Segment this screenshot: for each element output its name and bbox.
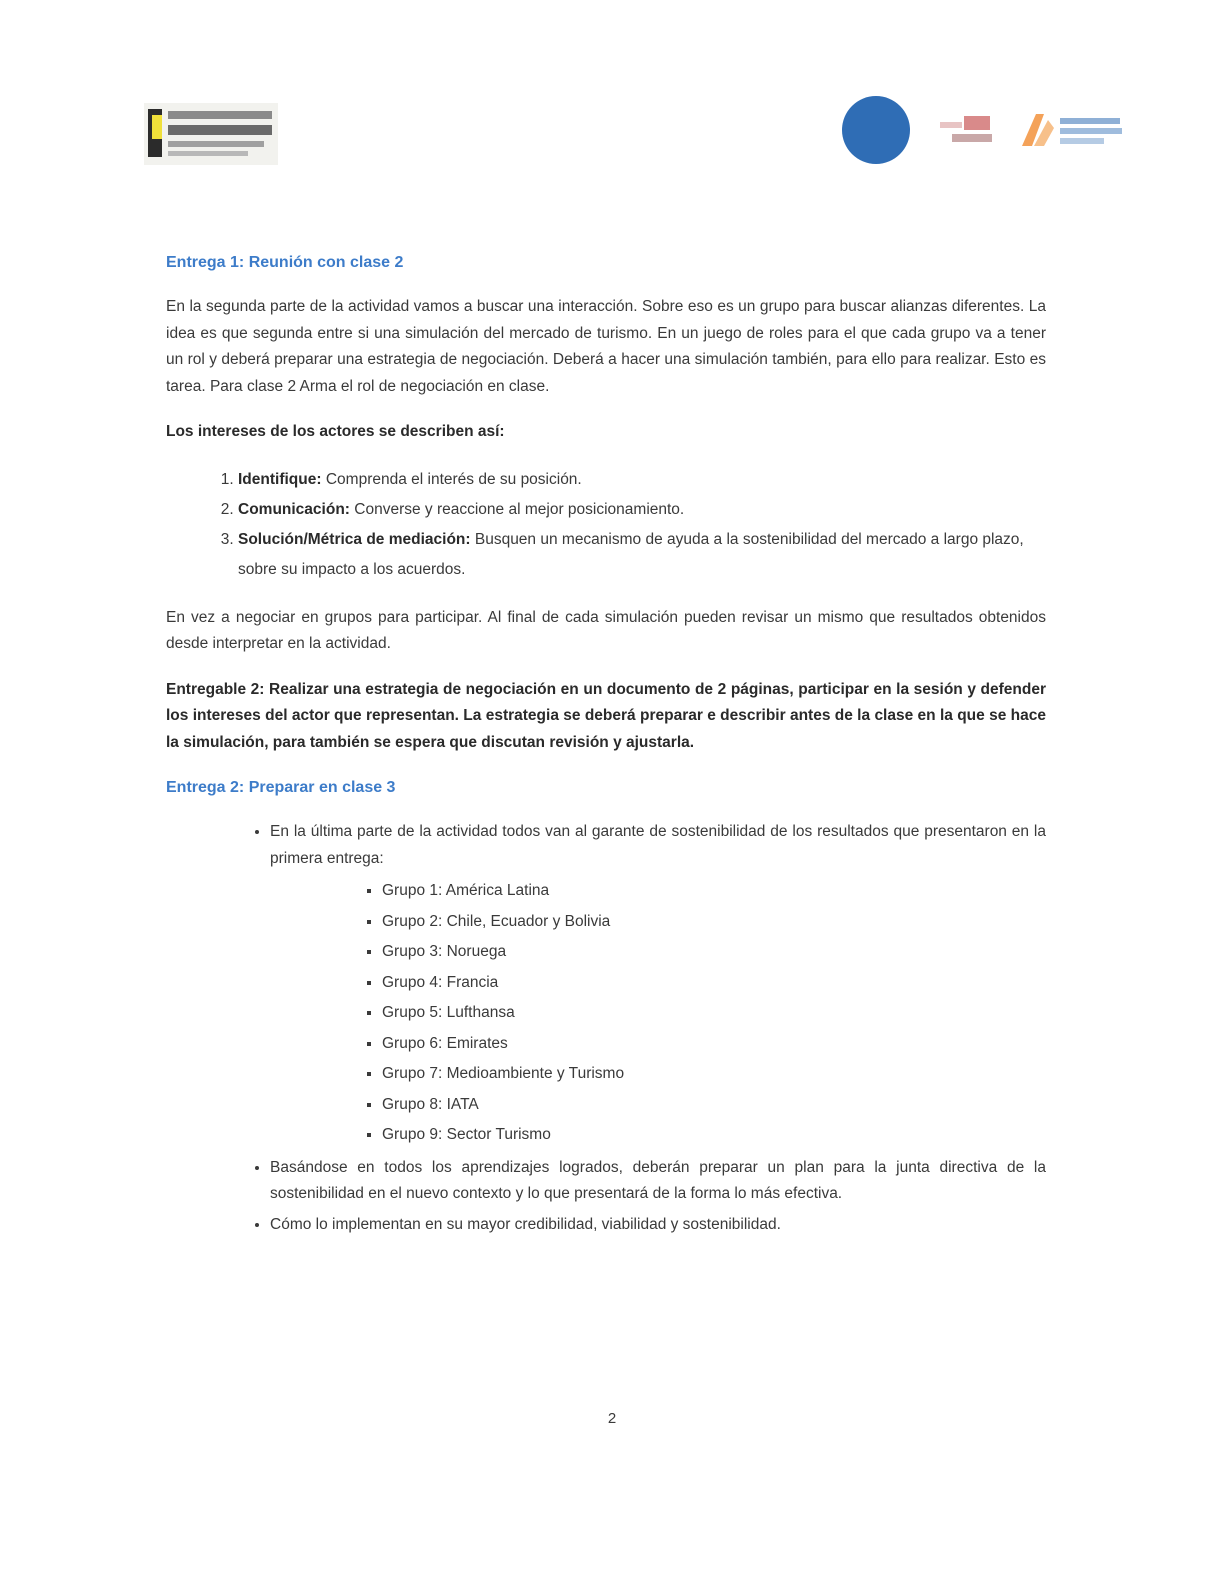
group-item: ▪ Grupo 8: IATA [382, 1090, 1046, 1121]
item-label: Identifique: [238, 470, 322, 488]
group-item: ▪ Grupo 6: Emirates [382, 1029, 1046, 1060]
document-body [166, 250, 1046, 1242]
university-logo [144, 103, 278, 165]
bullet-text: En la última parte de la actividad todos van al garante de sostenibilidad de los resultados que presentaron en la primera entrega: [270, 823, 1046, 867]
list-item: • Basándose en todos los aprendizajes logrados, deberán preparar un plan para la junta directiva de la sostenibilidad en el nuevo contexto y lo que presentará de la forma lo más efectiva. [270, 1155, 1046, 1208]
final-tasks-list [166, 819, 1046, 1238]
list-item [270, 819, 1046, 1151]
item-label: Solución/Métrica de mediación: [238, 530, 471, 548]
sponsor-logo [1018, 110, 1126, 152]
page-number: 2 [607, 1410, 617, 1427]
paragraph-deliverable-2: Entregable 2: Realizar una estrategia de negociación en un documento de 2 páginas, participar en la sesión y defender los intereses del actor que representan. La estrategia se deberá preparar e describir antes de la clase en la que se hace la simulación, para también se espera que discutan revisión y ajustarla. [166, 680, 1046, 751]
paragraph-intro: En la segunda parte de la actividad vamos a buscar una interacción. Sobre eso es un grupo para buscar alianzas diferentes. La idea es que segunda entre si una simulación del mercado de turismo. En un juego de roles para el que cada grupo va a tener un rol y deberá preparar una estrategia de negociación. Deberá a hacer una simulación también, para ello para realizar. Esto es tarea. Para clase 2 Arma el rol de negociación en clase. [166, 298, 1046, 395]
item-label: Comunicación: [238, 500, 350, 518]
list-item: • Cómo lo implementan en su mayor credibilidad, viabilidad y sostenibilidad. [270, 1212, 1046, 1239]
item-text: Busquen un mecanismo de ayuda a la sostenibilidad del mercado a largo plazo, sobre su impacto a los acuerdos. [238, 530, 1024, 578]
group-item: ▪ Grupo 1: América Latina [382, 876, 1046, 907]
group-item: ▪ Grupo 5: Lufthansa [382, 998, 1046, 1029]
list-item [238, 525, 1046, 585]
group-item: ▪ Grupo 3: Noruega [382, 937, 1046, 968]
groups-list [270, 876, 1046, 1151]
list-item [238, 495, 1046, 525]
item-text: Converse y reaccione al mejor posicionamiento. [354, 500, 685, 518]
actors-intro: Los intereses de los actores se describen así: [166, 423, 505, 440]
group-item: ▪ Grupo 2: Chile, Ecuador y Bolivia [382, 907, 1046, 938]
group-item: ▪ Grupo 7: Medioambiente y Turismo [382, 1059, 1046, 1090]
paragraph-groups: En vez a negociar en grupos para participar. Al final de cada simulación pueden revisar un mismo que resultados obtenidos desde interpretar en la actividad. [166, 608, 1046, 652]
interest-list [166, 465, 1046, 585]
section-heading-entrega-2: Entrega 2: Preparar en clase 3 [166, 779, 396, 796]
section-heading-entrega-1: Entrega 1: Reunión con clase 2 [166, 254, 404, 271]
group-item: ▪ Grupo 9: Sector Turismo [382, 1120, 1046, 1151]
group-item: ▪ Grupo 4: Francia [382, 968, 1046, 999]
list-item [238, 465, 1046, 495]
institution-seal-logo [842, 96, 910, 164]
partner-logo [934, 108, 998, 152]
item-text: Comprenda el interés de su posición. [325, 470, 582, 488]
